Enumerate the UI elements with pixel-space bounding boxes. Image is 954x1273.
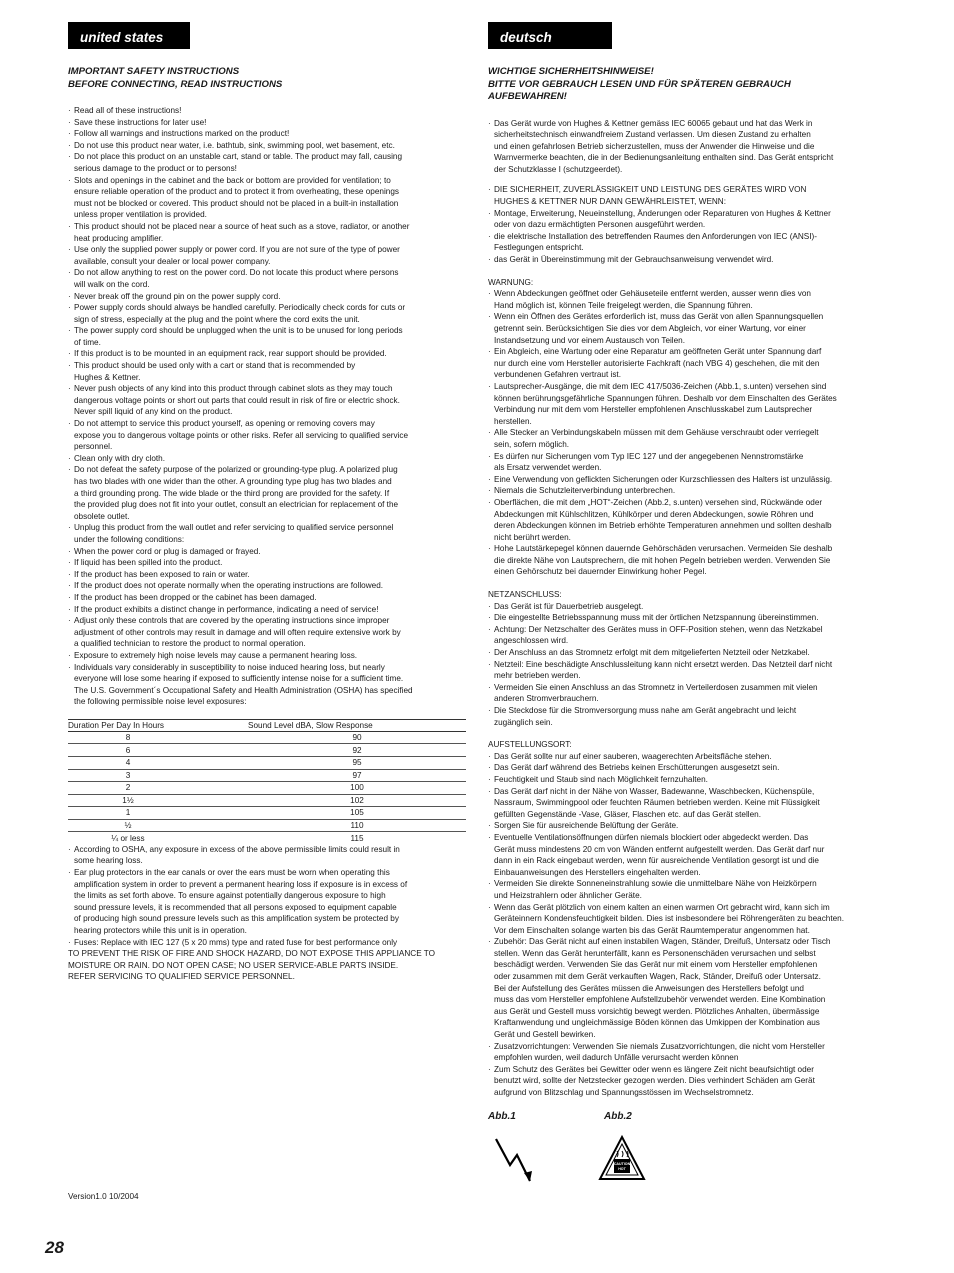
list-item: · If this product is to be mounted in an equipment rack, rear support should be provided. bbox=[68, 348, 466, 360]
list-item: · Never push objects of any kind into this product through cabinet slots as they may touch dangerous voltage points or short out parts that could result in risk of fire or electric shock. Never spill liquid of any kind on the product. bbox=[68, 383, 466, 418]
table-row bbox=[68, 744, 466, 757]
osha-notes-list bbox=[68, 844, 466, 948]
heading-line: WICHTIGE SICHERHEITSHINWEISE! bbox=[488, 66, 654, 77]
list-item: · Eine Verwendung von geflickten Sicherungen oder Kurzschliessen des Halters ist unzulässig. bbox=[488, 474, 886, 486]
level-cell: 95 bbox=[188, 756, 466, 769]
list-item: · Never break off the ground pin on the power supply cord. bbox=[68, 291, 466, 303]
aufstellungsort-list bbox=[488, 751, 886, 1099]
list-item: · Niemals die Schutzleiterverbindung unterbrechen. bbox=[488, 485, 886, 497]
list-item: · Ear plug protectors in the ear canals or over the ears must be worn when operating this amplification system in order to prevent a permanent hearing loss if exposure is in excess of the limits as set forth above. To ensure against potentially dangerous exposure to high sound pressure levels, it is recommended that all persons exposed to equipment capable of producing high sound pressure levels such as this amplification system be protected by hearing protectors while this unit is in operation. bbox=[68, 867, 466, 937]
list-item: · Do not defeat the safety purpose of the polarized or grounding-type plug. A polarized plug has two blades with one wider than the other. A grounding type plug has two blades and a third grounding prong. The wide blade or the third prong are provided for the safety. If the provided plug does not fit into your outlet, consult an electrician for replacement of the obsolete outlet. bbox=[68, 464, 466, 522]
safety-instructions-list bbox=[68, 105, 466, 708]
list-item: · When the power cord or plug is damaged or frayed. bbox=[68, 546, 466, 558]
level-cell: 90 bbox=[188, 731, 466, 744]
list-item: · Power supply cords should always be handled carefully. Periodically check cords for cuts or sign of stress, especially at the plug and the point where the cord exits the unit. bbox=[68, 302, 466, 325]
list-item: · Netzteil: Eine beschädigte Anschlussleitung kann nicht ersetzt werden. Das Netzteil darf nicht mehr betrieben werden. bbox=[488, 659, 886, 682]
heading-line: AUFBEWAHREN! bbox=[488, 91, 567, 102]
english-column bbox=[68, 22, 466, 983]
list-item: · Use only the supplied power supply or power cord. If you are not sure of the type of power available, consult your dealer or local power company. bbox=[68, 244, 466, 267]
list-item: · This product should be used only with a cart or stand that is recommended by Hughes & Kettner. bbox=[68, 360, 466, 383]
list-item: · Follow all warnings and instructions marked on the product! bbox=[68, 128, 466, 140]
list-item: · Adjust only these controls that are covered by the operating instructions since improper adjustment of other controls may result in damage and will often require extensive work by a qualified technician to restore the product to normal operation. bbox=[68, 615, 466, 650]
language-tab-deutsch: deutsch bbox=[488, 22, 612, 49]
list-item: · This product should not be placed near a source of heat such as a stove, radiator, or another heat producing amplifier. bbox=[68, 221, 466, 244]
figures bbox=[488, 1111, 886, 1201]
heading-line: BEFORE CONNECTING, READ INSTRUCTIONS bbox=[68, 78, 283, 90]
list-item: · Do not place this product on an unstable cart, stand or table. The product may fall, causing serious damage to the product or to persons! bbox=[68, 151, 466, 174]
hours-cell: 4 bbox=[68, 756, 188, 769]
list-item: · If the product has been exposed to rain or water. bbox=[68, 569, 466, 581]
table-row bbox=[68, 731, 466, 744]
german-column bbox=[488, 22, 886, 1201]
level-cell: 105 bbox=[188, 807, 466, 820]
table-row bbox=[68, 832, 466, 844]
page-number: 28 bbox=[45, 1238, 64, 1257]
list-item: · Exposure to extremely high noise levels may cause a permanent hearing loss. bbox=[68, 650, 466, 662]
table-row bbox=[68, 819, 466, 832]
list-item: · Individuals vary considerably in susceptibility to noise induced hearing loss, but nearly everyone will lose some hearing if exposed to sufficiently intense noise for a sufficient time. The U.S. Government´s Occupational Safety and Health Administration (OSHA) has specified the following permissible noise level exposures: bbox=[68, 662, 466, 708]
list-item: · Oberflächen, die mit dem „HOT“-Zeichen (Abb.2, s.unten) versehen sind, Rückwände oder Abdeckungen mit Kühlschlitzen, Kühlkörper und deren Abdeckungen, sowie Röhren und deren Abdeckungen können im Betrieb erhöhte Temperaturen annehmen und sollten deshalb nicht berührt werden. bbox=[488, 497, 886, 543]
list-item: · Unplug this product from the wall outlet and refer servicing to qualified service personnel under the following conditions: bbox=[68, 522, 466, 545]
list-item: · Lautsprecher-Ausgänge, die mit dem IEC 417/5036-Zeichen (Abb.1, s.unten) versehen sind können berührungsgefährliche Spannungen führen. Deshalb vor dem Einschalten des Gerätes Verbindung nur mit dem vom Hersteller empfohlenen Anschlusskabel zum Lautsprecher herstellen. bbox=[488, 381, 886, 427]
hours-cell: 6 bbox=[68, 744, 188, 757]
list-item: · Read all of these instructions! bbox=[68, 105, 466, 117]
version-info: Version1.0 10/2004 bbox=[68, 1192, 139, 1201]
level-cell: 92 bbox=[188, 744, 466, 757]
col-level-header: Sound Level dBA, Slow Response bbox=[188, 719, 466, 731]
hours-cell: ¼ or less bbox=[111, 833, 145, 843]
list-item: · Save these instructions for later use! bbox=[68, 117, 466, 129]
level-cell: 102 bbox=[188, 794, 466, 807]
hot-surface-caution-triangle-icon bbox=[598, 1135, 646, 1181]
list-item: · Zubehör: Das Gerät nicht auf einen instabilen Wagen, Ständer, Dreifuß, Untersatz oder Tisch stellen. Wenn das Gerät herunterfällt, kann es Personenschäden verursachen und selbst beschädigt werden. Verwenden Sie das Gerät nur mit einem vom Hersteller empfohlenen oder zusammen mit dem Gerät verkauften Wagen, Rack, Ständer, Dreifuß oder Untersatz. Bei der Aufstellung des Gerätes müssen die Anweisungen des Herstellers befolgt und muss das vom Hersteller empfohlene Aufstellzubehör verwendet werden. Eine Kombination aus Gerät und Gestell muss vorsichtig bewegt werden. Plötzliches Anhalten, übermässige Kraftanwendung und ungleichmässige Böden können das Umkippen der Kombination aus Gerät und Gestell bewirken. bbox=[488, 936, 886, 1040]
warnung-title: WARNUNG: bbox=[488, 277, 534, 287]
list-item: · Das Gerät ist für Dauerbetrieb ausgelegt. bbox=[488, 601, 886, 613]
hours-cell: 2 bbox=[68, 782, 188, 795]
list-item: · Es dürfen nur Sicherungen vom Typ IEC 127 und der angegebenen Nennstromstärke als Ersatz verwendet werden. bbox=[488, 451, 886, 474]
fig2-label: Abb.2 bbox=[604, 1110, 632, 1122]
list-item: · Zusatzvorrichtungen: Verwenden Sie niemals Zusatzvorrichtungen, die nicht vom Hersteller empfohlen wurden, weil dadurch Unfälle verursacht werden können bbox=[488, 1041, 886, 1064]
list-item: · Slots and openings in the cabinet and the back or bottom are provided for ventilation; to ensure reliable operation of the product and to protect it from overheating, these openings must not be blocked or covered. This product should not be placed in a built-in installation unless proper ventilation is provided. bbox=[68, 175, 466, 221]
level-cell: 115 bbox=[350, 833, 364, 843]
list-item: · Die Steckdose für die Stromversorgung muss nahe am Gerät angebracht und leicht zugänglich sein. bbox=[488, 705, 886, 728]
list-item: · Vermeiden Sie einen Anschluss an das Stromnetz in Verteilerdosen zusammen mit vielen anderen Stromverbrauchern. bbox=[488, 682, 886, 705]
safety-heading bbox=[68, 66, 466, 91]
level-cell: 110 bbox=[188, 819, 466, 832]
list-item: · Do not attempt to service this product yourself, as opening or removing covers may expose you to dangerous voltage points or other risks. Refer all servicing to qualified service personnel. bbox=[68, 418, 466, 453]
list-item: · Eventuelle Ventilationsöffnungen dürfen niemals blockiert oder abgedeckt werden. Das Gerät muss mindestens 20 cm von Wänden entfernt aufgestellt werden. Das Gerät darf nur dann in ein Rack eingebaut werden, wenn für ausreichende Ventilation gesorgt ist und die Einbauanweisungen des Herstellers eingehalten werden. bbox=[488, 832, 886, 878]
hours-cell: 8 bbox=[68, 731, 188, 744]
high-voltage-bolt-icon bbox=[490, 1135, 536, 1187]
hours-cell: 1 bbox=[68, 807, 188, 820]
list-item: · Der Anschluss an das Stromnetz erfolgt mit dem mitgelieferten Netzteil oder Netzkabel. bbox=[488, 647, 886, 659]
list-item: · Wenn das Gerät plötzlich von einem kalten an einen warmen Ort gebracht wird, kann sich im Geräteinnern Kondensfeuchtigkeit bilden. Dies ist insbesondere bei Röhrengeräten zu beachten. Vor dem Einschalten solange warten bis das Gerät Raumtemperatur angenommen hat. bbox=[488, 902, 886, 937]
sicherheitshinweise-heading bbox=[488, 66, 886, 104]
netzanschluss-title: NETZANSCHLUSS: bbox=[488, 590, 562, 600]
table-row bbox=[68, 756, 466, 769]
list-item: · Fuses: Replace with IEC 127 (5 x 20 mms) type and rated fuse for best performance only bbox=[68, 937, 466, 949]
list-item: · Feuchtigkeit und Staub sind nach Möglichkeit fernzuhalten. bbox=[488, 774, 886, 786]
list-item: · Wenn ein Öffnen des Gerätes erforderlich ist, muss das Gerät von allen Spannungsquellen getrennt sein. Berücksichtigen Sie dies vor dem Abgleich, vor einer Wartung, vor einer Instandsetzung und vor einem Austausch von Teilen. bbox=[488, 311, 886, 346]
level-cell: 100 bbox=[188, 782, 466, 795]
list-item: · Montage, Erweiterung, Neueinstellung, Änderungen oder Reparaturen von Hughes & Kettner oder von dazu ermächtigten Personen ausgeführt werden. bbox=[488, 208, 886, 231]
list-item: · Do not use this product near water, i.e. bathtub, sink, swimming pool, wet basement, etc. bbox=[68, 140, 466, 152]
warnung-list bbox=[488, 288, 886, 578]
list-item: · Die eingestellte Betriebsspannung muss mit der örtlichen Netzspannung übereinstimmen. bbox=[488, 612, 886, 624]
list-item: · If liquid has been spilled into the product. bbox=[68, 557, 466, 569]
list-item: · Wenn Abdeckungen geöffnet oder Gehäuseteile entfernt werden, ausser wenn dies von Hand möglich ist, können Teile freigelegt werden, die Spannung führen. bbox=[488, 288, 886, 311]
table-row bbox=[68, 769, 466, 782]
list-item: · Sorgen Sie für ausreichende Belüftung der Geräte. bbox=[488, 820, 886, 832]
table-row bbox=[68, 794, 466, 807]
hours-cell: 3 bbox=[68, 769, 188, 782]
list-item: · Do not allow anything to rest on the power cord. Do not locate this product where persons will walk on the cord. bbox=[68, 267, 466, 290]
hours-cell: 1½ bbox=[68, 794, 188, 807]
heading-line: BITTE VOR GEBRAUCH LESEN UND FÜR SPÄTEREN GEBRAUCH bbox=[488, 78, 791, 90]
list-item: · According to OSHA, any exposure in excess of the above permissible limits could result in some hearing loss. bbox=[68, 844, 466, 867]
list-item: · Das Gerät sollte nur auf einer sauberen, waagerechten Arbeitsfläche stehen. bbox=[488, 751, 886, 763]
list-item: · Das Gerät darf während des Betriebs keinen Erschütterungen ausgesetzt sein. bbox=[488, 762, 886, 774]
table-row bbox=[68, 807, 466, 820]
intro-list bbox=[488, 118, 886, 176]
caution-text: CAUTION bbox=[613, 1161, 631, 1166]
list-item: · If the product exhibits a distinct change in performance, indicating a need of service! bbox=[68, 604, 466, 616]
list-item: · Ein Abgleich, eine Wartung oder eine Reparatur am geöffneten Gerät unter Spannung darf nur durch eine vom Hersteller autorisierte Fachkraft (nach VBG 4) geschehen, die mit den verbundenen Gefahren vertraut ist. bbox=[488, 346, 886, 381]
list-item: · Das Gerät darf nicht in der Nähe von Wasser, Badewanne, Waschbecken, Küchenspüle, Nassraum, Swimmingpool oder feuchten Räumen betrieben werden. Keine mit Flüssigkeit gefüllten Gegenstände -Vase, Gläser, Flaschen etc. auf das Gerät stellen. bbox=[488, 786, 886, 821]
list-item: · Zum Schutz des Gerätes bei Gewitter oder wenn es längere Zeit nicht beaufsichtigt oder benutzt wird, sollte der Netzstecker gezogen werden. Dies verhindert Schäden am Gerät aufgrund von Blitzschlag und Spannungsstössen im Wechselstromnetz. bbox=[488, 1064, 886, 1099]
list-item: · Achtung: Der Netzschalter des Gerätes muss in OFF-Position stehen, wenn das Netzkabel angeschlossen wird. bbox=[488, 624, 886, 647]
list-item: · Hohe Lautstärkepegel können dauernde Gehörschäden verursachen. Vermeiden Sie deshalb die direkte Nähe von Lautsprechern, die mit hohen Pegeln betrieben werden. Verwenden Sie einen Gehörschutz bei dauernder Einwirkung hoher Pegel. bbox=[488, 543, 886, 578]
list-item: · Clean only with dry cloth. bbox=[68, 453, 466, 465]
closing-warning: TO PREVENT THE RISK OF FIRE AND SHOCK HAZARD, DO NOT EXPOSE THIS APPLIANCE TO MOISTURE OR RAIN. DO NOT OPEN CASE; NO USER SERVICE-ABLE PARTS INSIDE. REFER SERVICING TO QUALIFIED SERVICE PERSONNEL. bbox=[68, 949, 436, 982]
list-item: · das Gerät in Übereinstimmung mit der Gebrauchsanweisung verwendet wird. bbox=[488, 254, 886, 266]
level-cell: 97 bbox=[188, 769, 466, 782]
list-item: · The power supply cord should be unplugged when the unit is to be unused for long periods of time. bbox=[68, 325, 466, 348]
language-tab-united-states: united states bbox=[68, 22, 190, 49]
list-item: · Vermeiden Sie direkte Sonneneinstrahlung sowie die unmittelbare Nähe von Heizkörpern und Heizstrahlern oder ähnlicher Geräte. bbox=[488, 878, 886, 901]
aufstellungsort-title: AUFSTELLUNGSORT: bbox=[488, 740, 572, 750]
hot-text: HOT bbox=[618, 1166, 626, 1171]
fig1-label: Abb.1 bbox=[488, 1110, 516, 1122]
list-item: · die elektrische Installation des betreffenden Raumes den Anforderungen von IEC (ANSI)- Festlegungen entspricht. bbox=[488, 231, 886, 254]
list-item: · If the product does not operate normally when the operating instructions are followed. bbox=[68, 580, 466, 592]
list-item: · DIE SICHERHEIT, ZUVERLÄSSIGKEIT UND LEISTUNG DES GERÄTES WIRD VON HUGHES & KETTNER NUR DANN GEWÄHRLEISTET, WENN: bbox=[488, 184, 886, 207]
col-duration-header: Duration Per Day In Hours bbox=[68, 719, 188, 731]
list-item: · Alle Stecker an Verbindungskabeln müssen mit dem Gehäuse verschraubt oder verriegelt sein, sofern möglich. bbox=[488, 427, 886, 450]
netzanschluss-list bbox=[488, 601, 886, 729]
noise-exposure-table bbox=[68, 719, 466, 844]
list-item: · Das Gerät wurde von Hughes & Kettner gemäss IEC 60065 gebaut und hat das Werk in sicherheitstechnisch einwandfreiem Zustand verlassen. Um diesen Zustand zu erhalten und einen gefahrlosen Betrieb sicherzustellen, muss der Anwender die Hinweise und die Warnvermerke beachten, die in der Bedienungsanleitung enthalten sind. Das Gerät entspricht der Schutzklasse I (schutzgeerdet). bbox=[488, 118, 886, 176]
list-item: · If the product has been dropped or the cabinet has been damaged. bbox=[68, 592, 466, 604]
zuverlaessigkeit-list bbox=[488, 184, 886, 265]
table-row bbox=[68, 782, 466, 795]
heading-line: IMPORTANT SAFETY INSTRUCTIONS bbox=[68, 66, 240, 77]
hours-cell: ½ bbox=[68, 819, 188, 832]
